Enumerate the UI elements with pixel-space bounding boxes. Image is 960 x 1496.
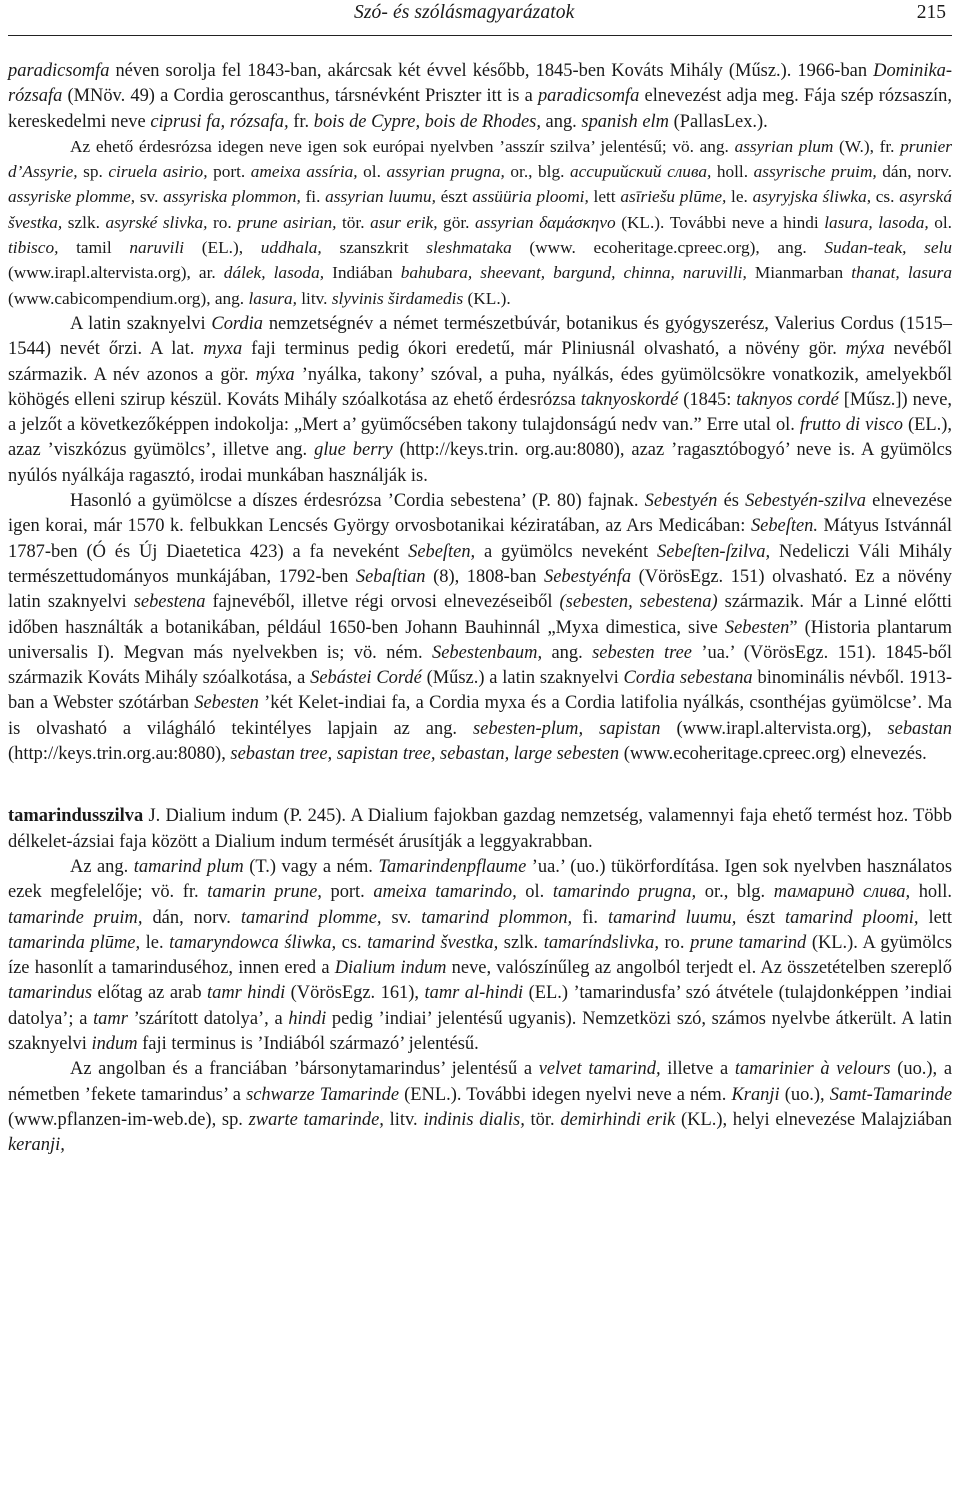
header-rule [8, 35, 952, 36]
entry-tamarindusszilva: tamarindusszilva J. Dialium indum (P. 245). A Dialium fajokban gazdag nemzetség, valamennyi faja ehető termést hoz. Több délkelet-ázsiai faja között a Dialium indum termését árusítják a leggyakrabban. [8, 805, 952, 851]
page-header [8, 0, 952, 36]
paragraph: paradicsomfa néven sorolja fel 1843-ban, akárcsak két évvel később, 1845-ben Kováts Mihály (Műsz.). 1966-ban Dominika-rózsafa (MNöv. 49) a Cordia geroscanthus, társnévként Priszter itt is a paradicsomfa elnevezést adja meg. Fája szép rózsaszín, kereskedelmi neve ciprusi fa, rózsafa, fr. bois de Cypre, bois de Rhodes, ang. spanish elm (PallasLex.). [8, 60, 952, 131]
page-body [8, 58, 952, 1157]
paragraph: A latin szaknyelvi Cordia nemzetségnév a német természetbúvár, botanikus és gyógyszerész, Valerius Cordus (1515–1544) nevét őrzi. A lat. myxa faji terminus pedig ókori eredetű, már Pliniusnál olvasható, a növény gör. mýxa nevéből származik. A név azonos a gör. mýxa ’nyálka, takony’ szóval, a puha, nyálkás, édes gyümölcsökre vonatkozik, amelyekből köhögés elleni szirup készül. Kováts Mihály szóalkotása az ehető érdesrózsa taknyoskordé (1845: taknyos cordé [Műsz.]) neve, a jelzőt a következőképpen indokolja: „Mert a’ gyümőcsében takony tulajdonságú nedv van.” Erre utal ol. frutto di visco (EL.), azaz ’viszkózus gyümölcs’, illetve ang. glue berry (http://keys.trin. org.au:8080), azaz ’ragasztóbogyó’ neve is. A gyümölcs nyúlós nyálkája ragasztó, irodai munkában használják is. [8, 312, 953, 485]
paragraph-small: Az ehető érdesrózsa idegen neve igen sok európai nyelvben ’asszír szilva’ jelentésű; vö. ang. assyrian plum (W.), fr. prunier d’Assyrie, sp. ciruela asirio, port. ameixa assíria, ol. assyrian prugna, or., blg. ассирийский слива, holl. assyrische pruim, dán, norv. assyriske plomme, sv. assyriska plommon, fi. assyrian luumu, észt assüüria ploomi, lett asīriešu plūme, le. asyryjska śliwka, cs. asyrská švestka, szlk. asyrské slivka, ro. prune asirian, tör. asur erik, gör. assyrian δαμάσκηνο (KL.). További neve a hindi lasura, lasoda, ol. tibisco, tamil naruvili (EL.), uddhala, szanszkrit sleshmataka (www. ecoheritage.cpreec.org), ang. Sudan-teak, selu (www.irapl.altervista.org), ar. dálek, lasoda, Indiában bahubara, sheevant, bargund, chinna, naruvilli, Mianmarban thanat, lasura (www.cabicompendium.org), ang. lasura, litv. slyvinis širdamedis (KL.). [8, 136, 953, 308]
paragraph: Az angolban és a franciában ’bársonytamarindus’ jelentésű a velvet tamarind, illetve a tamarinier à velours (uo.), a németben ’fekete tamarindus’ a schwarze Tamarinde (ENL.). További idegen nyelvi neve a ném. Kranji (uo.), Samt-Tamarinde (www.pflanzen-im-web.de), sp. zwarte tamarinde, litv. indinis dialis, tör. demirhindi erik (KL.), helyi elnevezése Malajziában keranji, [8, 1058, 953, 1155]
running-title: Szó- és szólásmagyarázatok [354, 2, 575, 23]
paragraph: Hasonló a gyümölcse a díszes érdesrózsa ’Cordia sebestena’ (P. 80) fajnak. Sebestyén és Sebestyén-szilva elnevezése igen korai, már 1570 k. felbukkan Lencsés György orvosbotanikai kéziratában, az Ars Medicában: Sebeſten. Mátyus Istvánnál 1787-ben (Ó és Új Diaetetica 423) a fa neveként Sebeſten, a gyümölcs neveként Sebeſten-ſzilva, Nedeliczi Váli Mihály természettudományos munkájában, 1792-ben Sebaſtian (8), 1808-ban Sebestyénfa (VörösEgz. 151) olvasható. Ez a növény latin szaknyelvi sebestena fajnevéből, illetve régi orvosi elnevezéseiből (sebesten, sebestena) származik. Már a Linné előtti időben használták a botanikában, például 1650-ben Johann Bauhinnál „Myxa dimestica, sive Sebesten” (Historia plantarum universalis I). Megvan más nyelvekben is; vö. ném. Sebestenbaum, ang. sebesten tree ’ua.’ (VörösEgz. 151). 1845-ből származik Kováts Mihály szóalkotása, a Sebástei Cordé (Műsz.) a latin szaknyelvi Cordia sebestana binominális névből. 1913-ban a Webster szótárban Sebesten ’két Kelet-indiai fa, a Cordia myxa és a Cordia latifolia nyálkás, csonthéjas gyümölcse’. Ma is olvasható a világháló tekintélyes lapjain az ang. sebesten-plum, sapistan (www.irapl.altervista.org), sebastan (http://keys.trin.org.au:8080), sebastan tree, sapistan tree, sebastan, large sebesten (www.ecoheritage.cpreec.org) elnevezés. [8, 490, 953, 764]
page-number: 215 [916, 2, 946, 23]
paragraph: Az ang. tamarind plum (T.) vagy a ném. Tamarindenpflaume ’ua.’ (uo.) tükörfordítása. Igen sok nyelvben használatos ezek megfelelője; vö. fr. tamarin prune, port. ameixa tamarindo, ol. tamarindo prugna, or., blg. тамаринд слива, holl. tamarinde pruim, dán, norv. tamarind plomme, sv. tamarind plommon, fi. tamarind luumu, észt tamarind ploomi, lett tamarinda plūme, le. tamaryndowca śliwka, cs. tamarind švestka, szlk. tamaríndslivka, ro. prune tamarind (KL.). A gyümölcs íze hasonlít a tamarinduséhoz, innen ered a Dialium indum neve, valószínűleg az angolból terjedt el. Az összetételben szereplő tamarindus előtag az arab tamr hindi (VörösEgz. 161), tamr al-hindi (EL.) ’tamarindusfa’ szó átvétele (tulajdonképpen ’indiai datolya’; a tamr ’szárított datolya’, a hindi pedig ’indiai’ jelentésű ugyanis). Nemzetközi szó, számos nyelvbe átkerült. A latin szaknyelvi indum faji terminus is ’Indiából származó’ jelentésű. [8, 855, 953, 1053]
